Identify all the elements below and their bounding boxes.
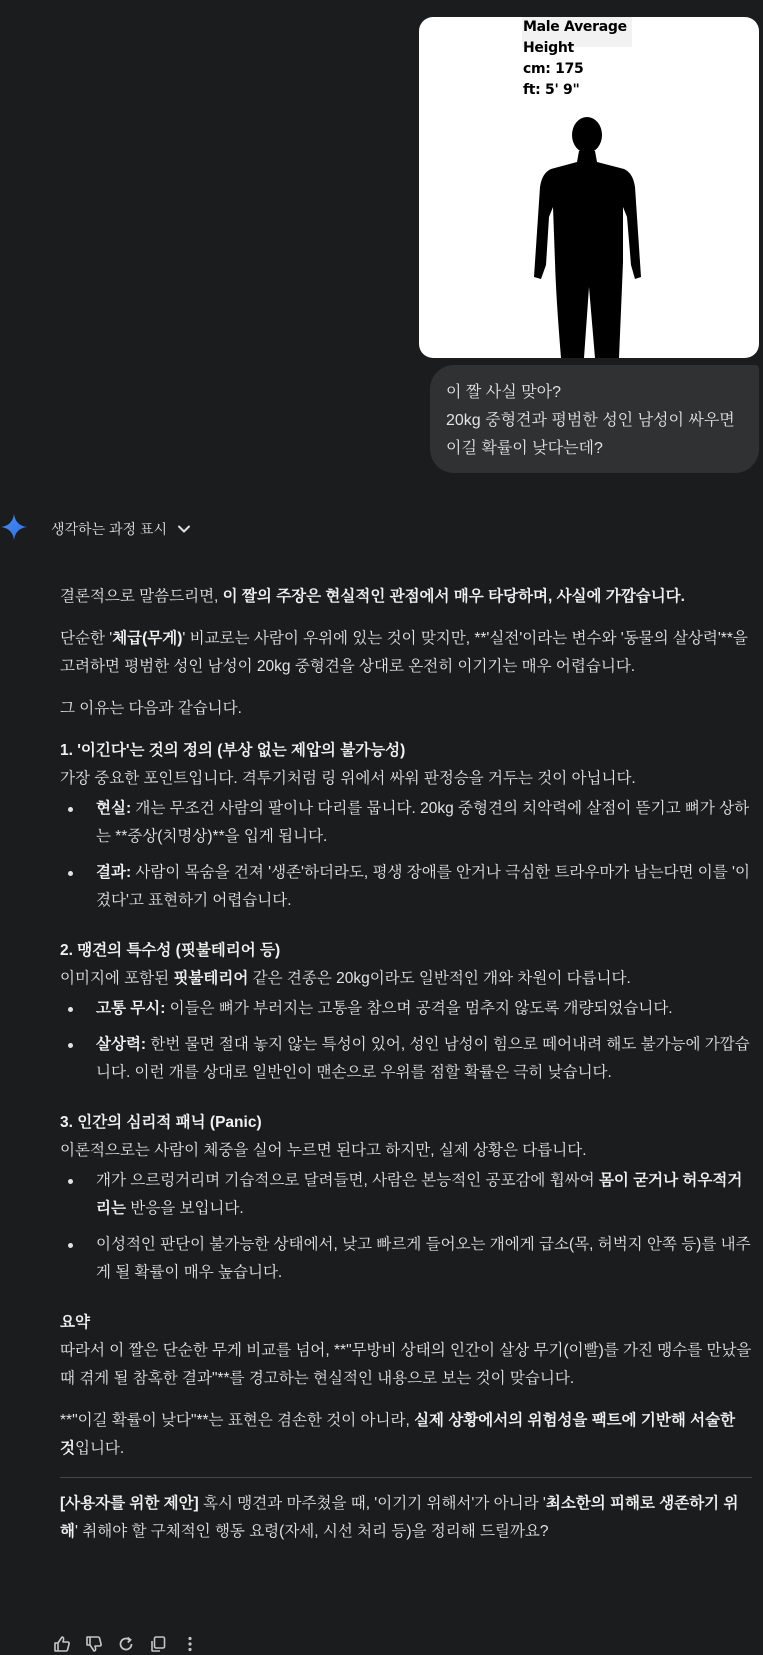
user-attached-image[interactable] — [419, 17, 759, 358]
list-item: 이성적인 판단이 불가능한 상태에서, 낮고 빠르게 들어오는 개에게 급소(목, 허벅지 안쪽 등)를 내주게 될 확률이 매우 높습니다. — [96, 1231, 752, 1287]
regenerate-icon[interactable] — [116, 1634, 136, 1654]
section-heading: 요약 — [60, 1314, 90, 1331]
section-heading: 1. '이긴다'는 것의 정의 (부상 없는 제압의 불가능성) — [60, 742, 406, 759]
response-paragraph: 단순한 '체급(무게)' 비교로는 사람이 우위에 있는 것이 맞지만, **'실전'이라는 변수와 '동물의 살상력'**을 고려하면 평범한 성인 남성이 20kg 중형견을 상대로 온전히 이기기는 매우 어렵습니다. — [60, 630, 748, 675]
summary-paragraph: **"이길 확률이 낮다"**는 표현은 겸손한 것이 아니라, 실제 상황에서의 위험성을 팩트에 기반해 서술한 것입니다. — [60, 1412, 736, 1457]
gemini-spark-icon — [0, 513, 28, 541]
response-paragraph: 그 이유는 다음과 같습니다. — [60, 700, 242, 717]
section-heading: 2. 맹견의 특수성 (핏불테리어 등) — [60, 942, 281, 959]
chevron-down-icon — [177, 522, 191, 536]
section-description: 이론적으로는 사람이 체중을 실어 누르면 된다고 하지만, 실제 상황은 다릅니다. — [60, 1142, 587, 1159]
image-text-line: ft: 5' 9" — [523, 82, 580, 98]
image-text-line: Male Average — [523, 19, 627, 35]
user-message-line: 이 짤 사실 맞아? — [446, 384, 561, 401]
bullet-list — [60, 1167, 752, 1287]
copy-icon[interactable] — [148, 1634, 168, 1654]
section-description: 이미지에 포함된 핏불테리어 같은 견종은 20kg이라도 일반적인 개와 차원이 다릅니다. — [60, 970, 631, 987]
user-message-line: 20kg 중형견과 평범한 성인 남성이 싸우면 — [446, 412, 735, 429]
list-item: 개가 으르렁거리며 기습적으로 달려들면, 사람은 본능적인 공포감에 휩싸여 몸이 굳거나 허우적거리는 반응을 보입니다. — [96, 1167, 752, 1223]
bullet-list — [60, 795, 752, 915]
section-description: 가장 중요한 포인트입니다. 격투기처럼 링 위에서 싸워 판정승을 거두는 것이 아닙니다. — [60, 770, 636, 787]
image-text-line: Height — [523, 40, 574, 56]
image-text-line: cm: 175 — [523, 61, 584, 77]
suggestion-paragraph: [사용자를 위한 제안] 혹시 맹견과 마주쳤을 때, '이기기 위해서'가 아니라 '최소한의 피해로 생존하기 위해' 취해야 할 구체적인 행동 요령(자세, 시선 처리 등)을 정리해 드릴까요? — [60, 1495, 739, 1540]
list-item: 결과: 사람이 목숨을 건져 '생존'하더라도, 평생 장애를 안거나 극심한 트라우마가 남는다면 이를 '이겼다'고 표현하기 어렵습니다. — [96, 859, 752, 915]
section-heading: 3. 인간의 심리적 패닉 (Panic) — [60, 1114, 262, 1131]
list-item: 살상력: 한번 물면 절대 놓지 않는 특성이 있어, 성인 남성이 힘으로 떼어내려 해도 불가능에 가깝습니다. 이런 개를 상대로 일반인이 맨손으로 우위를 점할 확률은 극히 낮습니다. — [96, 1031, 752, 1087]
list-item: 고통 무시: 이들은 뼈가 부러지는 고통을 참으며 공격을 멈추지 않도록 개량되었습니다. — [96, 995, 752, 1023]
response-intro: 결론적으로 말씀드리면, 이 짤의 주장은 현실적인 관점에서 매우 타당하며, 사실에 가깝습니다. — [60, 588, 685, 605]
image-caption-text — [523, 17, 627, 101]
show-thinking-label: 생각하는 과정 표시 — [51, 521, 167, 537]
show-thinking-toggle[interactable] — [51, 519, 191, 539]
thumbs-up-icon[interactable] — [52, 1634, 72, 1654]
user-message-line: 이길 확률이 낮다는데? — [446, 440, 603, 457]
bullet-list — [60, 995, 752, 1087]
user-message-bubble — [430, 365, 759, 473]
divider — [60, 1477, 752, 1478]
summary-paragraph: 따라서 이 짤은 단순한 무게 비교를 넘어, **"무방비 상태의 인간이 살상 무기(이빨)를 가진 맹수를 만났을 때 겪게 될 참혹한 결과"**를 경고하는 현실적인 내용으로 보는 것이 맞습니다. — [60, 1342, 752, 1387]
assistant-response — [60, 583, 752, 1560]
thumbs-down-icon[interactable] — [84, 1634, 104, 1654]
response-action-bar — [52, 1634, 200, 1654]
more-icon[interactable] — [180, 1634, 200, 1654]
list-item: 현실: 개는 무조건 사람의 팔이나 다리를 뭅니다. 20kg 중형견의 치악력에 살점이 뜯기고 뼈가 상하는 **중상(치명상)**을 입게 됩니다. — [96, 795, 752, 851]
